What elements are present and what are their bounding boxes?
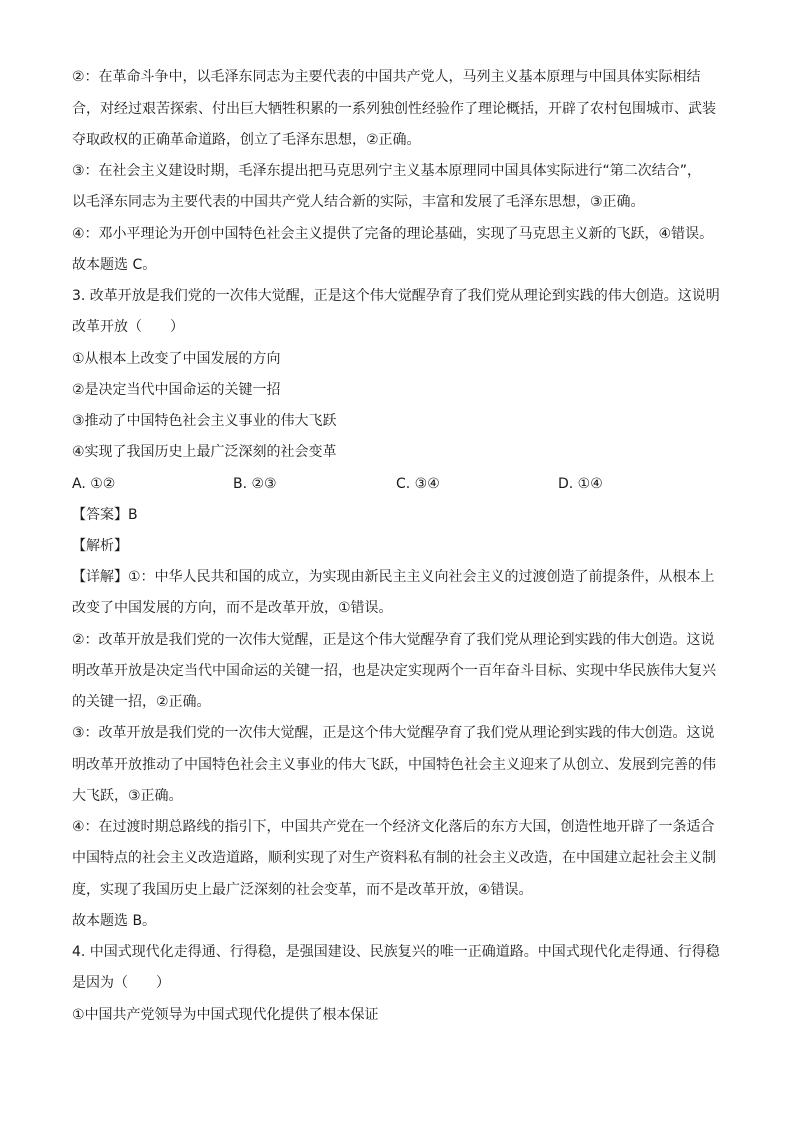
statement-1: ①中国共产党领导为中国式现代化提供了根本保证 [72,1007,379,1023]
text-line: 夺取政权的正确革命道路，创立了毛泽东思想，②正确。 [72,132,421,148]
question-4-stem: 4. 中国式现代化走得通、行得稳，是强国建设、民族复兴的唯一正确道路。中国式现代化走得通、行得稳 [72,944,720,960]
statement-4: ④实现了我国历史上最广泛深刻的社会变革 [72,444,337,460]
text-line: ③：在社会主义建设时期，毛泽东提出把马克思列宁主义基本原理同中国具体实际进行“第二次结合”， [72,163,702,179]
text-line: 故本题选 C。 [72,257,157,273]
text-line: 度，实现了我国历史上最广泛深刻的社会变革，而不是改革开放，④错误。 [72,882,533,898]
statement-3: ③推动了中国特色社会主义事业的伟大飞跃 [72,413,337,429]
text-line: 的关键一招，②正确。 [72,694,211,710]
text-line: ③：改革开放是我们党的一次伟大觉醒，正是这个伟大觉醒孕育了我们党从理论到实践的伟大创造。这说 [72,725,715,741]
answer-line [72,506,732,524]
option-b: B. ②③ [233,476,277,492]
text-line: 明改革开放推动了中国特色社会主义事业的伟大飞跃，中国特色社会主义迎来了从创立、发展到完善的伟 [72,757,716,773]
analysis-label: 【解析】 [72,538,128,554]
text-line: ④：邓小平理论为开创中国特色社会主义提供了完备的理论基础，实现了马克思主义新的飞跃，④错误。 [72,226,714,242]
question-3-stem-cont: 改革开放（ ） [72,319,184,335]
text-line: 大飞跃，③正确。 [72,788,183,804]
question-3-stem: 3. 改革开放是我们党的一次伟大觉醒，正是这个伟大觉醒孕育了我们党从理论到实践的伟大创造。这说明 [72,288,720,304]
statement-2: ②是决定当代中国命运的关键一招 [72,382,281,398]
text-line: 以毛泽东同志为主要代表的中国共产党人结合新的实际，丰富和发展了毛泽东思想，③正确。 [72,194,645,210]
answer-label: 【答案】 [72,507,128,523]
text-line: ②：在革命斗争中，以毛泽东同志为主要代表的中国共产党人，马列主义基本原理与中国具体实际相结 [72,69,701,85]
text-line: 明改革开放是决定当代中国命运的关键一招，也是决定实现两个一百年奋斗目标、实现中华民族伟大复兴 [72,663,716,679]
text-line: 中国特点的社会主义改造道路，顺利实现了对生产资料私有制的社会主义改造，在中国建立起社会主义制 [72,850,716,866]
answer-value: B [128,507,138,523]
option-a: A. ①② [72,476,116,492]
question-4-stem-cont: 是因为（ ） [72,975,170,991]
option-d: D. ①④ [558,476,603,492]
text-line: 改变了中国发展的方向，而不是改革开放，①错误。 [72,600,393,616]
text-line: 合，对经过艰苦探索、付出巨大牺牲积累的一系列独创性经验作了理论概括，开辟了农村包围城市、武装 [72,101,716,117]
text-line: 故本题选 B。 [72,913,157,929]
statement-1: ①从根本上改变了中国发展的方向 [72,351,281,367]
text-line: ④：在过渡时期总路线的指引下，中国共产党在一个经济文化落后的东方大国，创造性地开辟了一条适合 [72,819,715,835]
text-line: ②：改革开放是我们党的一次伟大觉醒，正是这个伟大觉醒孕育了我们党从理论到实践的伟大创造。这说 [72,632,715,648]
text-line: 【详解】①：中华人民共和国的成立，为实现由新民主主义向社会主义的过渡创造了前提条件，从根本上 [72,569,715,585]
option-c: C. ③④ [396,476,440,492]
